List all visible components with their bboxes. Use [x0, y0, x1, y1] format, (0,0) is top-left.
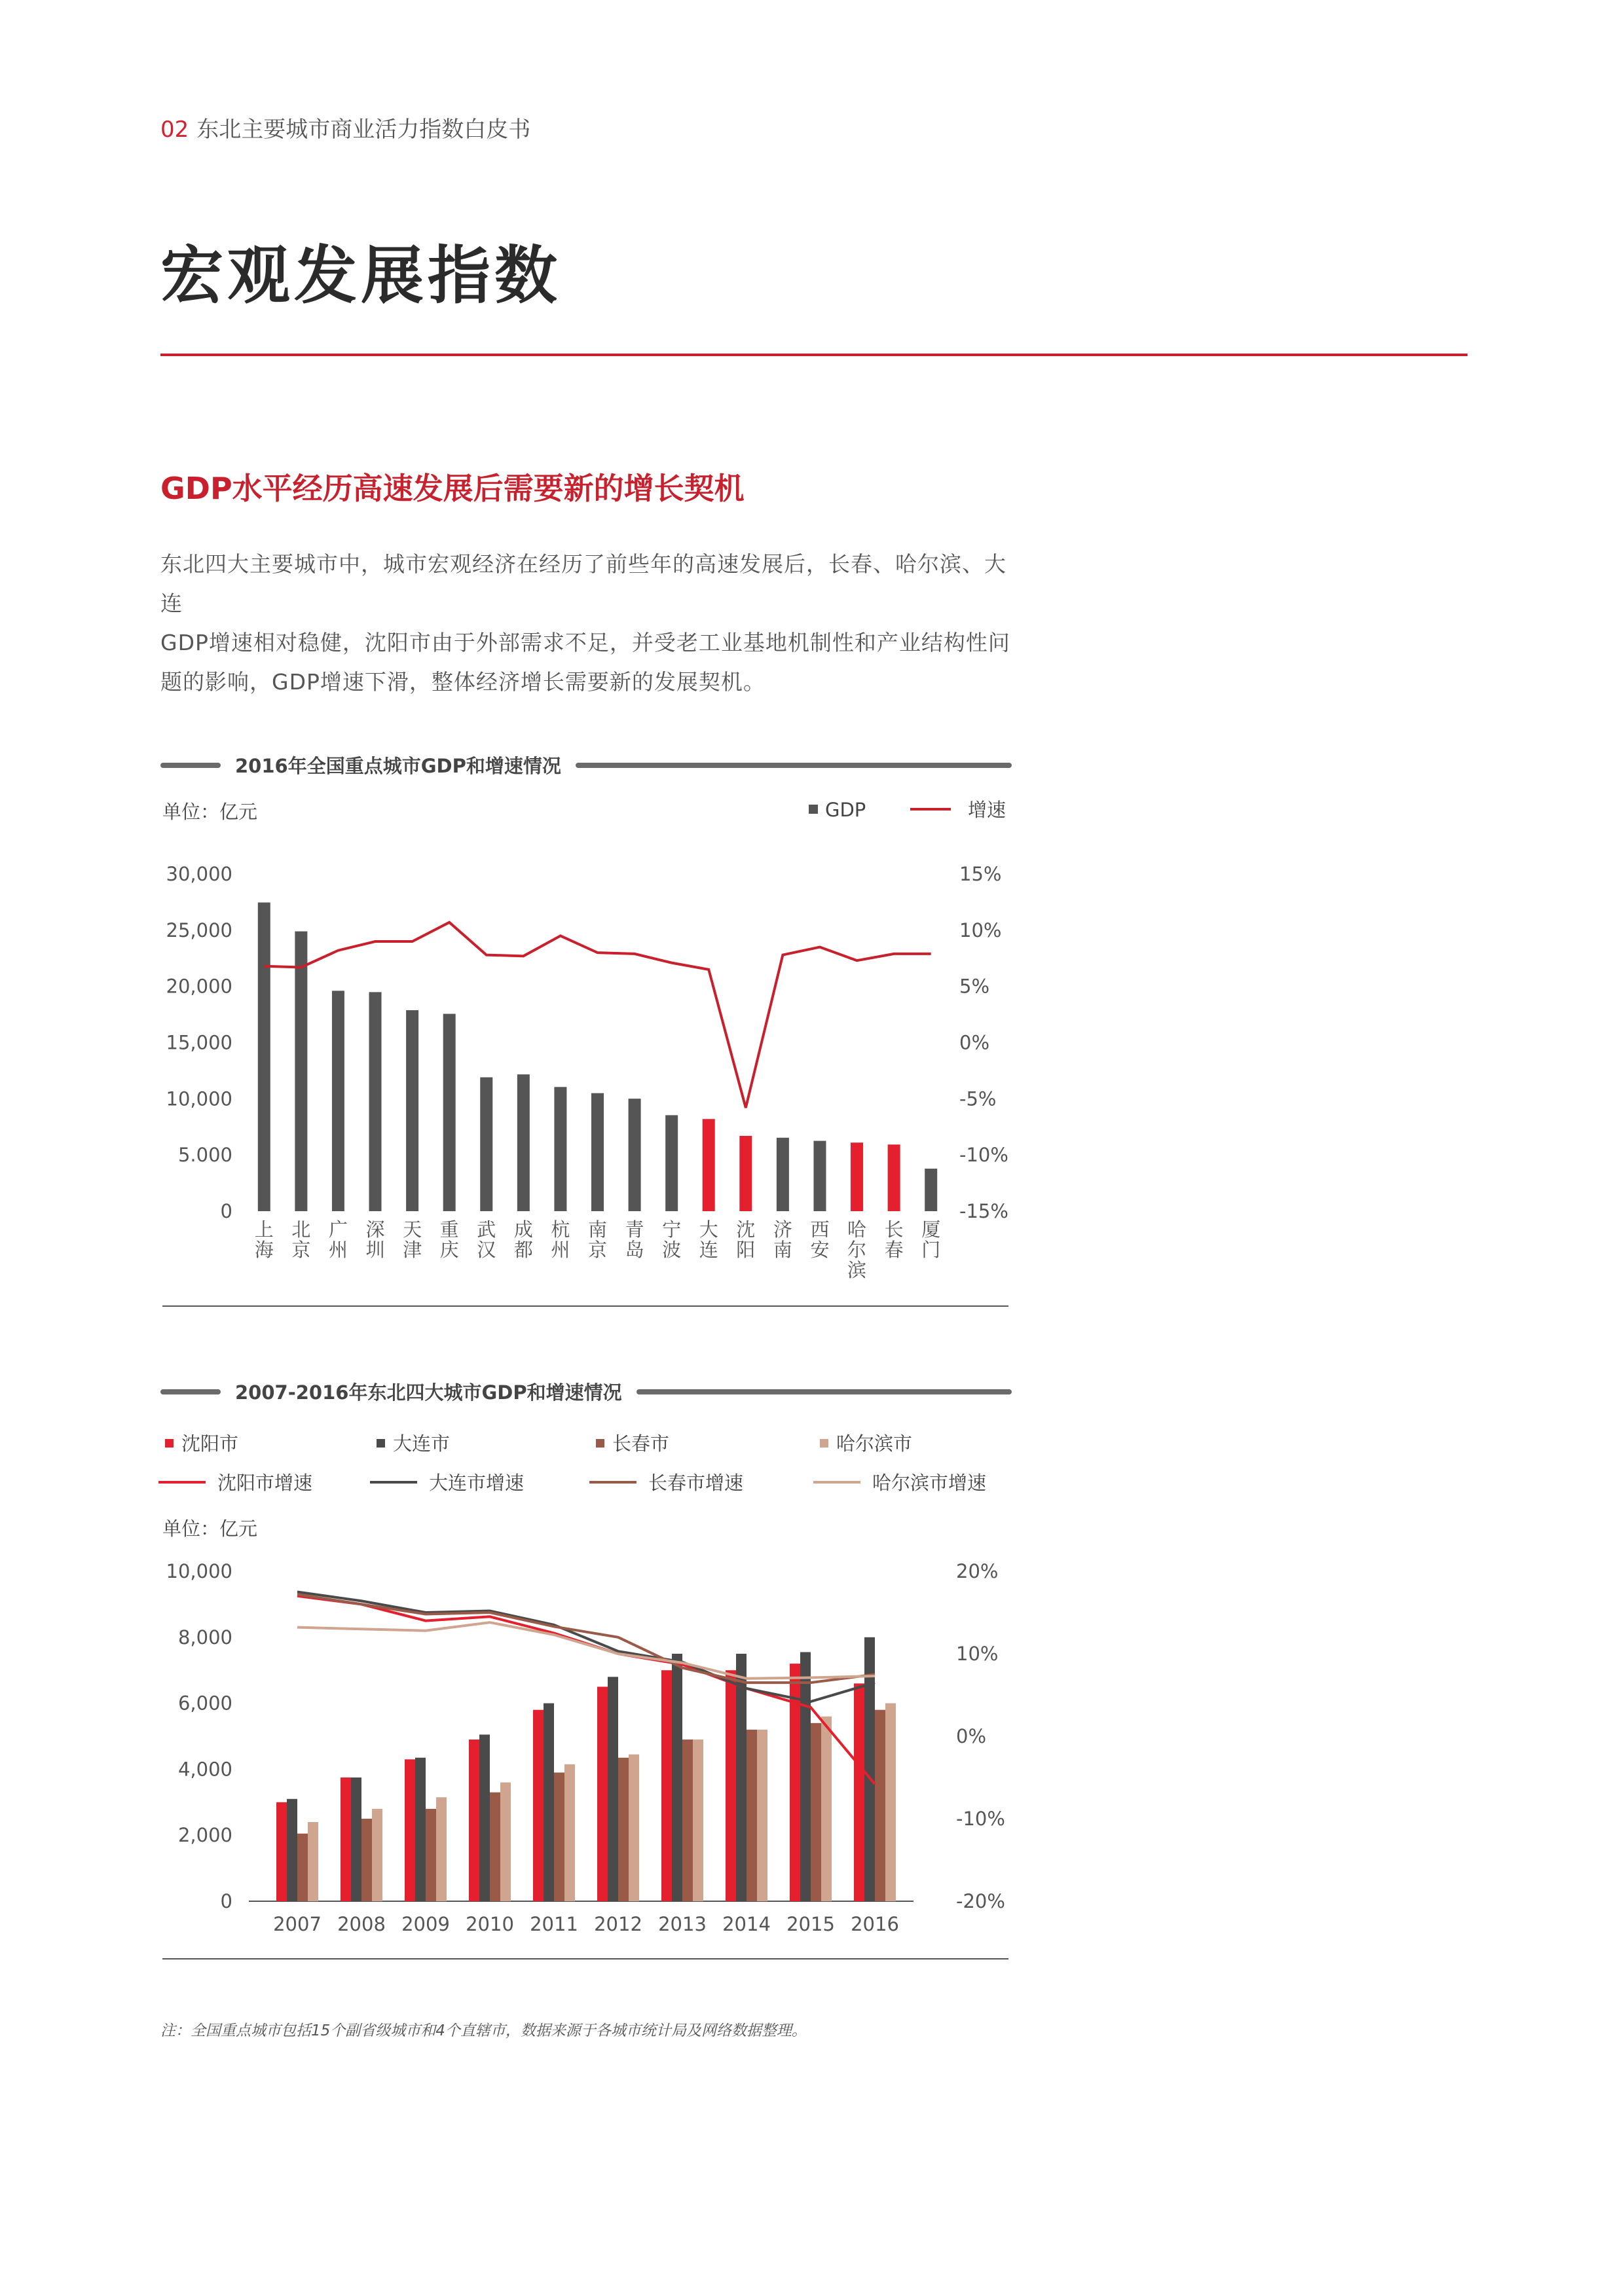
bar-gdp — [332, 991, 344, 1211]
x-tick-label: 2016 — [851, 1913, 899, 1935]
x-tick-label-char: 州 — [551, 1239, 570, 1261]
bar-gdp — [276, 1802, 287, 1901]
bar-gdp — [369, 992, 382, 1211]
y-tick-label: 10,000 — [166, 1560, 232, 1582]
x-tick-label-char: 尔 — [847, 1239, 867, 1261]
document-title: 东北主要城市商业活力指数白皮书 — [196, 117, 531, 143]
bar-gdp — [726, 1670, 736, 1901]
intro-line: 题的影响，GDP增速下滑，整体经济增长需要新的发展契机。 — [160, 669, 766, 695]
y-tick-label: 20,000 — [166, 975, 232, 998]
x-tick-label-char: 西 — [810, 1218, 830, 1241]
y-tick-label: 8,000 — [177, 1626, 232, 1649]
bar-gdp — [295, 932, 307, 1211]
bar-gdp — [875, 1710, 885, 1901]
running-header — [160, 111, 530, 143]
y2-tick-label: -10% — [959, 1144, 1008, 1167]
bar-gdp — [554, 1772, 564, 1901]
bar-gdp — [777, 1138, 789, 1211]
legend-label-gdp: GDP — [825, 799, 866, 821]
legend-swatch-bar — [377, 1439, 385, 1448]
x-tick-label-char: 长 — [884, 1218, 904, 1241]
legend-label-bar: 沈阳市 — [181, 1432, 239, 1455]
x-tick-label: 2007 — [273, 1913, 322, 1935]
bar-gdp — [757, 1730, 767, 1901]
bar-gdp — [443, 1014, 456, 1211]
x-tick-label: 2009 — [401, 1913, 450, 1935]
bar-gdp — [533, 1710, 544, 1901]
bar-gdp — [811, 1723, 821, 1901]
x-tick-label: 2011 — [530, 1913, 578, 1935]
y2-tick-label: 20% — [956, 1560, 999, 1582]
intro-line: 东北四大主要城市中，城市宏观经济在经历了前些年的高速发展后，长春、哈尔滨、大连 — [160, 551, 1006, 616]
bar-gdp — [800, 1652, 811, 1901]
footnote: 注：全国重点城市包括15个副省级城市和4个直辖市，数据来源于各城市统计局及网络数据整理。 — [160, 2022, 807, 2039]
x-tick-label-char: 连 — [699, 1239, 718, 1261]
bar-gdp — [925, 1169, 937, 1211]
title-rule-right — [637, 1389, 1012, 1394]
y-tick-label: 0 — [220, 1890, 232, 1912]
bar-gdp — [500, 1783, 511, 1901]
bar-gdp — [258, 903, 270, 1211]
legend-label-bar: 大连市 — [393, 1432, 451, 1455]
legend-label-line: 大连市增速 — [429, 1472, 525, 1494]
bar-gdp — [490, 1793, 500, 1901]
x-tick-label-char: 宁 — [662, 1218, 682, 1241]
x-tick-label-char: 圳 — [365, 1239, 385, 1261]
bar-gdp — [703, 1119, 715, 1211]
y2-tick-label: 15% — [959, 863, 1002, 885]
x-tick-label-char: 南 — [773, 1239, 792, 1261]
section-title: GDP水平经历高速发展后需要新的增长契机 — [160, 471, 745, 506]
x-tick-label-char: 海 — [254, 1239, 274, 1261]
bar-gdp — [544, 1704, 554, 1901]
x-tick-label-char: 成 — [513, 1218, 533, 1241]
y-tick-label: 0 — [220, 1200, 232, 1222]
x-tick-label-char: 汉 — [477, 1239, 496, 1261]
legend-swatch-bar — [820, 1439, 828, 1448]
x-tick-label-char: 安 — [810, 1239, 830, 1261]
y2-tick-label: 0% — [959, 1031, 990, 1054]
x-tick-label-char: 济 — [773, 1218, 792, 1241]
bar-gdp — [665, 1115, 678, 1211]
x-tick-label-char: 厦 — [921, 1218, 941, 1241]
x-tick-label-char: 州 — [328, 1239, 348, 1261]
legend-swatch-bar — [165, 1439, 174, 1448]
bar-gdp — [629, 1755, 639, 1901]
bar-gdp — [480, 1077, 492, 1211]
bar-gdp — [693, 1740, 703, 1901]
line-growth — [297, 1596, 875, 1784]
y2-tick-label: -5% — [959, 1087, 997, 1110]
bar-gdp — [682, 1740, 693, 1901]
chart2-title-bar — [160, 1378, 1012, 1405]
y-tick-label: 10,000 — [166, 1087, 232, 1110]
bar-gdp — [406, 1010, 418, 1211]
legend-label-line: 沈阳市增速 — [217, 1472, 313, 1494]
y2-tick-label: 5% — [959, 975, 990, 998]
page-number: 02 — [160, 117, 189, 143]
legend-label-bar: 哈尔滨市 — [836, 1432, 913, 1455]
y-tick-label: 4,000 — [177, 1758, 232, 1781]
x-tick-label-char: 岛 — [625, 1239, 644, 1261]
x-tick-label-char: 武 — [477, 1218, 496, 1241]
x-tick-label-char: 庆 — [439, 1239, 459, 1261]
bar-gdp — [747, 1730, 757, 1901]
y2-tick-label: 10% — [959, 919, 1002, 941]
bar-gdp — [308, 1822, 318, 1901]
bar-gdp — [426, 1809, 436, 1901]
bar-gdp — [469, 1740, 479, 1901]
chart-gdp-2016 — [151, 782, 1028, 1319]
legend-label-growth: 增速 — [968, 799, 1006, 821]
bar-gdp — [888, 1144, 900, 1211]
x-tick-label-char: 深 — [365, 1218, 385, 1241]
title-rule-left — [160, 1389, 221, 1394]
y2-tick-label: 10% — [956, 1643, 999, 1665]
bar-gdp — [479, 1734, 490, 1901]
x-tick-label-char: 南 — [587, 1218, 608, 1241]
bar-gdp — [297, 1834, 308, 1901]
x-tick-label-char: 阳 — [736, 1239, 756, 1261]
bar-gdp — [517, 1074, 530, 1211]
bar-gdp — [415, 1758, 426, 1901]
bar-gdp — [436, 1797, 447, 1901]
y2-tick-label: -15% — [959, 1200, 1008, 1222]
y2-tick-label: -20% — [956, 1890, 1005, 1912]
bar-gdp — [591, 1093, 604, 1211]
bar-gdp — [672, 1654, 682, 1901]
x-tick-label: 2010 — [466, 1913, 514, 1935]
x-tick-label-char: 门 — [921, 1239, 941, 1261]
x-tick-label: 2014 — [722, 1913, 771, 1935]
x-tick-label: 2015 — [786, 1913, 835, 1935]
bar-gdp — [739, 1136, 752, 1211]
x-tick-label-char: 天 — [403, 1218, 422, 1241]
y-tick-label: 6,000 — [177, 1692, 232, 1715]
bar-gdp — [854, 1683, 864, 1901]
bar-gdp — [597, 1686, 608, 1901]
bar-gdp — [564, 1764, 575, 1901]
y-tick-label: 30,000 — [166, 863, 232, 885]
bar-gdp — [405, 1759, 415, 1901]
x-tick-label-char: 大 — [699, 1218, 718, 1241]
intro-paragraph — [160, 545, 1025, 702]
bar-gdp — [736, 1654, 747, 1901]
intro-line: GDP增速相对稳健，沈阳市由于外部需求不足，并受老工业基地机制性和产业结构性问 — [160, 630, 1010, 655]
x-tick-label-char: 上 — [254, 1218, 274, 1241]
x-tick-label-char: 津 — [403, 1239, 422, 1261]
bar-gdp — [287, 1799, 297, 1901]
bar-gdp — [361, 1819, 372, 1901]
y-tick-label: 2,000 — [177, 1824, 232, 1847]
x-tick-label: 2012 — [594, 1913, 642, 1935]
legend-label-bar: 长春市 — [612, 1432, 670, 1455]
y2-tick-label: -10% — [956, 1808, 1005, 1830]
bar-gdp — [618, 1758, 629, 1901]
bar-gdp — [608, 1677, 618, 1901]
x-tick-label-char: 春 — [884, 1239, 904, 1261]
x-tick-label-char: 波 — [662, 1239, 682, 1261]
x-tick-label-char: 滨 — [847, 1259, 867, 1281]
title-rule-left — [160, 763, 221, 768]
x-tick-label-char: 都 — [513, 1239, 533, 1261]
x-tick-label-char: 青 — [625, 1218, 644, 1241]
page-title: 宏观发展指数 — [160, 238, 561, 312]
legend-swatch-gdp — [809, 805, 818, 814]
chart2-title: 2007-2016年东北四大城市GDP和增速情况 — [235, 1381, 622, 1404]
chart1-title: 2016年全国重点城市GDP和增速情况 — [235, 755, 561, 777]
x-tick-label-char: 重 — [439, 1218, 459, 1241]
bar-gdp — [351, 1777, 361, 1901]
y-tick-label: 15,000 — [166, 1031, 232, 1054]
x-tick-label-char: 京 — [291, 1239, 311, 1261]
bar-gdp — [885, 1704, 896, 1901]
bar-gdp — [821, 1717, 832, 1901]
title-divider — [160, 354, 1467, 356]
x-tick-label: 2013 — [658, 1913, 707, 1935]
y2-tick-label: 0% — [956, 1725, 987, 1747]
bar-gdp — [661, 1670, 672, 1901]
bar-gdp — [554, 1087, 566, 1211]
unit-label: 单位：亿元 — [162, 801, 258, 823]
bar-gdp — [851, 1142, 863, 1211]
x-tick-label-char: 广 — [328, 1218, 348, 1241]
x-tick-label: 2008 — [337, 1913, 386, 1935]
y-tick-label: 5.000 — [177, 1144, 232, 1167]
chart-northeast-gdp — [151, 1414, 1028, 1990]
x-tick-label-char: 北 — [291, 1218, 311, 1241]
x-tick-label-char: 哈 — [847, 1218, 867, 1241]
bar-gdp — [372, 1809, 382, 1901]
y-tick-label: 25,000 — [166, 919, 232, 941]
bar-gdp — [813, 1141, 826, 1211]
x-tick-label-char: 京 — [587, 1239, 608, 1261]
bar-gdp — [629, 1099, 641, 1211]
line-growth — [264, 922, 931, 1108]
legend-swatch-bar — [596, 1439, 604, 1448]
legend-label-line: 哈尔滨市增速 — [872, 1472, 987, 1494]
unit-label: 单位：亿元 — [162, 1518, 258, 1540]
x-tick-label-char: 沈 — [736, 1218, 756, 1241]
title-rule-right — [576, 763, 1012, 768]
legend-label-line: 长春市增速 — [648, 1472, 744, 1494]
bar-gdp — [341, 1777, 351, 1901]
chart1-title-bar — [160, 752, 1012, 778]
x-tick-label-char: 杭 — [551, 1218, 570, 1241]
